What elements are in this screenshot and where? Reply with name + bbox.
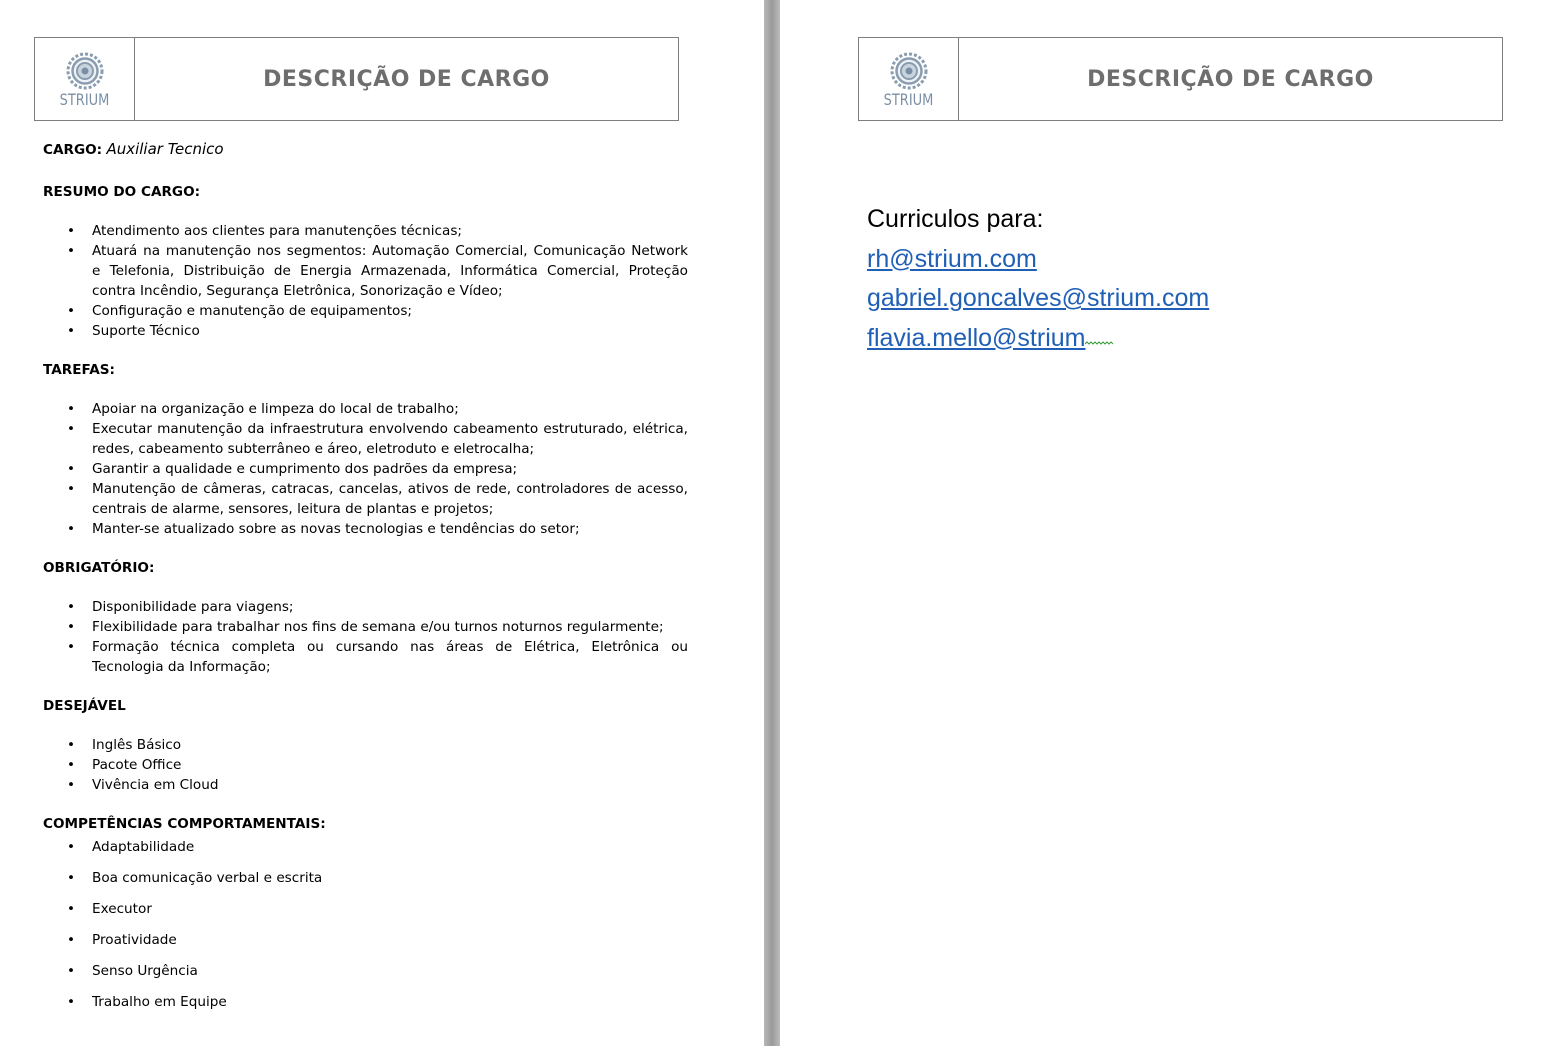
list-item: • Disponibilidade para viagens; xyxy=(43,597,688,617)
company-logo xyxy=(35,38,135,120)
list-item: • Atendimento aos clientes para manutenções técnicas; xyxy=(43,221,688,241)
document-title: DESCRIÇÃO DE CARGO xyxy=(263,66,550,92)
list-item: • Trabalho em Equipe xyxy=(43,992,688,1012)
document-header xyxy=(858,37,1503,121)
contacts-block xyxy=(867,200,1209,358)
list-obrigatorio xyxy=(43,597,688,677)
cargo-value: Auxiliar Tecnico xyxy=(106,140,224,158)
list-item: • Suporte Técnico xyxy=(43,321,688,341)
list-item: • Configuração e manutenção de equipamentos; xyxy=(43,301,688,321)
section-title-obrigatorio: OBRIGATÓRIO: xyxy=(43,560,155,576)
list-item: • Inglês Básico xyxy=(43,735,688,755)
gear-logo-icon xyxy=(64,51,106,91)
gear-logo-icon xyxy=(888,51,930,91)
company-logo xyxy=(859,38,959,120)
email-link-flavia[interactable]: flavia.mello@strium xyxy=(867,323,1086,352)
email-link-rh[interactable]: rh@strium.com xyxy=(867,244,1037,273)
list-tarefas xyxy=(43,399,688,539)
list-item: • Apoiar na organização e limpeza do local de trabalho; xyxy=(43,399,688,419)
list-item: • Senso Urgência xyxy=(43,961,688,981)
section-title-desejavel: DESEJÁVEL xyxy=(43,698,126,714)
list-item: • Garantir a qualidade e cumprimento dos padrões da empresa; xyxy=(43,459,688,479)
list-item: • Manutenção de câmeras, catracas, cancelas, ativos de rede, controladores de acesso, centrais de alarme, sensores, leitura de plantas e projetos; xyxy=(43,479,688,519)
list-desejavel xyxy=(43,735,688,795)
job-description-body xyxy=(43,139,688,1031)
page-gutter xyxy=(764,0,780,1046)
section-title-tarefas: TAREFAS: xyxy=(43,362,115,378)
list-item: • Executor xyxy=(43,899,688,919)
list-competencias xyxy=(43,837,688,1012)
section-title-resumo: RESUMO DO CARGO: xyxy=(43,184,201,200)
list-item: • Boa comunicação verbal e escrita xyxy=(43,868,688,888)
logo-wordmark: STRIUM xyxy=(883,90,934,110)
logo-wordmark: STRIUM xyxy=(59,90,110,110)
list-resumo xyxy=(43,221,688,341)
curriculos-label: Curriculos para: xyxy=(867,205,1044,233)
document-page-2 xyxy=(780,0,1560,1046)
document-title: DESCRIÇÃO DE CARGO xyxy=(1087,66,1374,92)
list-item: • Atuará na manutenção nos segmentos: Automação Comercial, Comunicação Network e Telefonia, Distribuição de Energia Armazenada, Informática Comercial, Proteção contra Incêndio, Segurança Eletrônica, Sonorização e Vídeo; xyxy=(43,241,688,301)
cargo-label: CARGO: xyxy=(43,142,103,158)
document-page-1 xyxy=(0,0,764,1046)
list-item: • Flexibilidade para trabalhar nos fins de semana e/ou turnos noturnos regularmente; xyxy=(43,617,688,637)
list-item: • Vivência em Cloud xyxy=(43,775,688,795)
list-item: • Manter-se atualizado sobre as novas tecnologias e tendências do setor; xyxy=(43,519,688,539)
list-item: • Adaptabilidade xyxy=(43,837,688,857)
email-link-gabriel[interactable]: gabriel.goncalves@strium.com xyxy=(867,284,1210,312)
list-item: • Executar manutenção da infraestrutura envolvendo cabeamento estruturado, elétrica, redes, cabeamento subterrâneo e áreo, eletroduto e eletrocalha; xyxy=(43,419,688,459)
spellcheck-squiggle-icon xyxy=(1085,340,1115,346)
list-item: • Formação técnica completa ou cursando nas áreas de Elétrica, Eletrônica ou Tecnologia da Informação; xyxy=(43,637,688,677)
list-item: • Proatividade xyxy=(43,930,688,950)
cargo-line xyxy=(43,139,688,160)
section-title-competencias: COMPETÊNCIAS COMPORTAMENTAIS: xyxy=(43,816,326,832)
document-header xyxy=(34,37,679,121)
list-item: • Pacote Office xyxy=(43,755,688,775)
